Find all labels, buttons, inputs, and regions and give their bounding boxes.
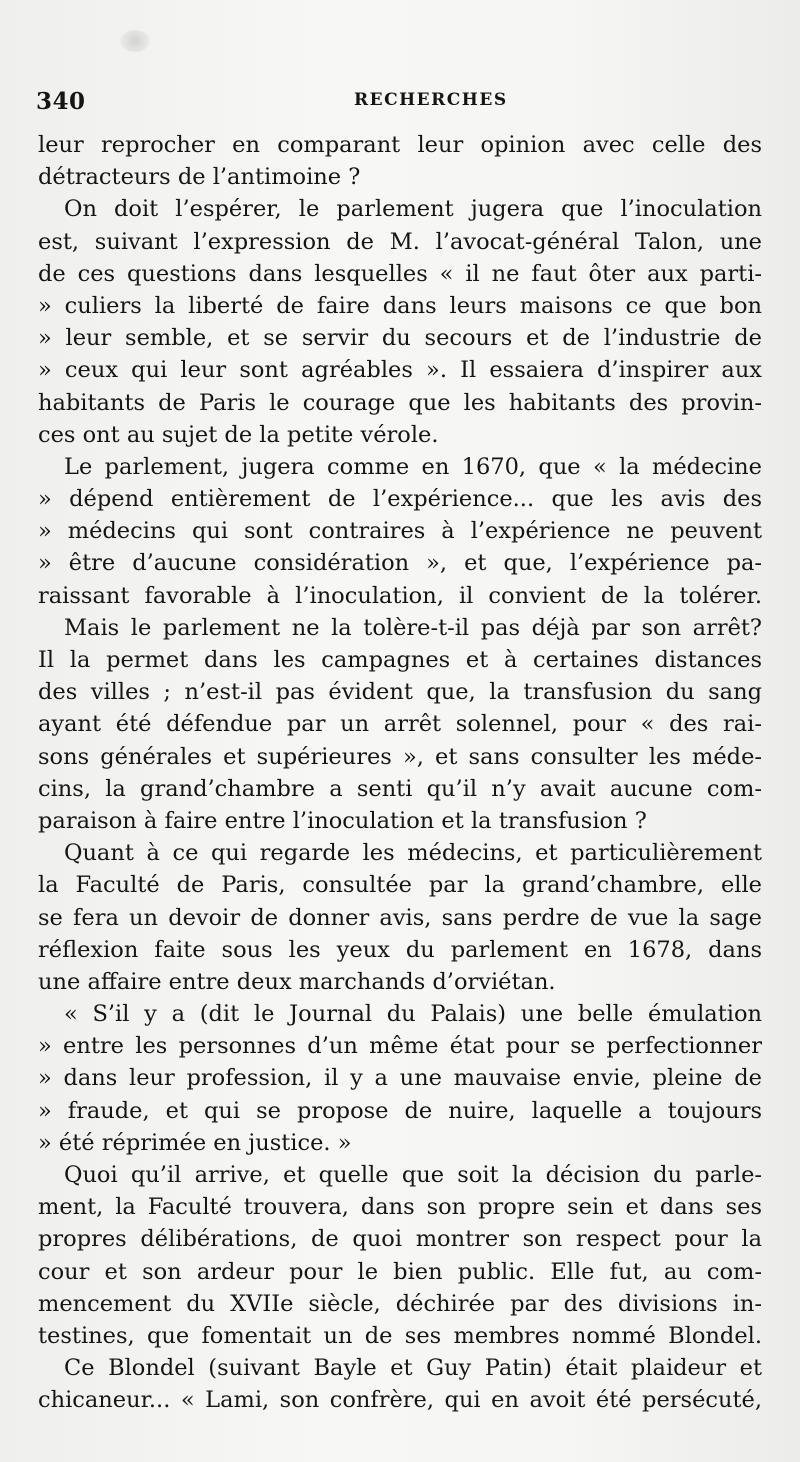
text-line: » dans leur profession, il y a une mauvaise envie, pleine de [38,1065,762,1092]
text-line: ces ont au sujet de la petite vérole. [38,421,439,448]
text-line: Quoi qu’il arrive, et quelle que soit la décision du parle- [64,1162,762,1188]
text-line: des villes ; n’est-il pas évident que, la transfusion du sang [38,679,762,706]
text-line: Quant à ce qui regarde les médecins, et particulièrement [64,840,762,867]
text-line: réflexion faite sous les yeux du parlement en 1678, dans [38,936,762,963]
text-line: est, suivant l’expression de M. l’avocat-général Talon, une [38,228,762,255]
text-line: » médecins qui sont contraires à l’expérience ne peuvent [38,518,762,545]
text-line: » été réprimée en justice. » [38,1129,352,1156]
text-line: cins, la grand’chambre a senti qu’il n’y avait aucune com- [38,775,762,802]
text-line: cour et son ardeur pour le bien public. Elle fut, au com- [38,1258,762,1285]
text-line: » entre les personnes d’un même état pour se perfectionner [38,1033,762,1060]
text-line: » être d’aucune considération », et que, l’expérience pa- [38,550,762,577]
text-line: ment, la Faculté trouvera, dans son propre sein et dans ses [38,1194,762,1221]
text-line: ayant été défendue par un arrêt solennel, pour « des rai- [38,711,762,738]
body-text [38,129,762,1417]
text-line: On doit l’espérer, le parlement jugera que l’inoculation [64,196,762,223]
text-line: testines, que fomentait un de ses membres nommé Blondel. [38,1322,762,1349]
text-line: paraison à faire entre l’inoculation et la transfusion ? [38,807,647,834]
text-line: chicaneur... « Lami, son confrère, qui en avoit été persécuté, [38,1387,762,1414]
text-line: « S’il y a (dit le Journal du Palais) une belle émulation [64,1001,762,1028]
text-line: » leur semble, et se servir du secours et de l’industrie de [38,325,762,352]
text-line: propres délibérations, de quoi montrer son respect pour la [38,1226,762,1253]
text-line: Il la permet dans les campagnes et à certaines distances [38,647,762,673]
text-line: » dépend entièrement de l’expérience... que les avis des [38,486,762,513]
text-line: mencement du XVIIe siècle, déchirée par des divisions in- [38,1290,762,1317]
text-line: détracteurs de l’antimoine ? [38,164,361,191]
page-header [36,88,766,120]
page-number: 340 [36,88,86,115]
text-line: se fera un devoir de donner avis, sans perdre de vue la sage [38,904,762,931]
text-line: une affaire entre deux marchands d’orviétan. [38,968,556,995]
running-head: RECHERCHES [354,90,508,110]
text-line: raissant favorable à l’inoculation, il convient de la tolérer. [38,582,762,609]
text-line: sons générales et supérieures », et sans consulter les méde- [38,743,762,770]
paper-stain [120,30,150,52]
text-line: la Faculté de Paris, consultée par la grand’chambre, elle [38,872,762,899]
text-line: leur reprocher en comparant leur opinion avec celle des [38,132,762,158]
text-line: Mais le parlement ne la tolère-t-il pas déjà par son arrêt? [64,614,762,641]
text-line: » ceux qui leur sont agréables ». Il essaiera d’inspirer aux [38,357,762,384]
text-line: Le parlement, jugera comme en 1670, que « la médecine [64,453,762,480]
text-line: habitants de Paris le courage que les habitants des provin- [38,389,762,416]
text-line: » fraude, et qui se propose de nuire, laquelle a toujours [38,1097,762,1124]
text-line: Ce Blondel (suivant Bayle et Guy Patin) était plaideur et [64,1355,762,1382]
text-line: » culiers la liberté de faire dans leurs maisons ce que bon [38,292,762,319]
text-line: de ces questions dans lesquelles « il ne faut ôter aux parti- [38,260,762,287]
